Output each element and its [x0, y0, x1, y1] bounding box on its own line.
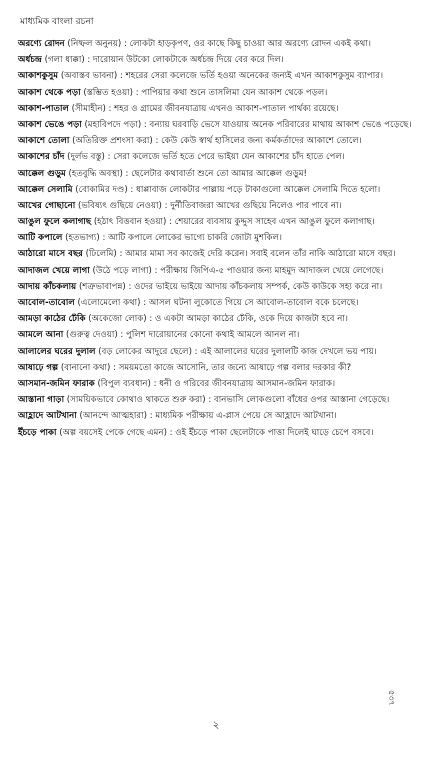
separator-colon: : — [191, 346, 201, 357]
idiom-term: আহ্লাদে আটখানা — [18, 411, 77, 422]
idiom-entry — [18, 265, 414, 278]
separator-colon: : — [146, 314, 155, 325]
separator-colon: : — [166, 427, 176, 438]
idiom-entry — [18, 410, 414, 423]
idiom-example: শেয়ারের ব্যবসায় কুদ্দুস সাহেব এখন আঙুল ফুলে কলাগাছ। — [174, 217, 375, 228]
idiom-entry — [18, 54, 414, 67]
idiom-example: ওদের ভাইয়ে ভাইয়ে আদায় কাঁচকলায় সম্পর্ক, কেউ কাউকে সহ্য করে না। — [134, 281, 383, 292]
idiom-meaning: (বানানো কথা) — [60, 362, 111, 373]
idiom-meaning: (উঠে পড়ে লাগা) — [92, 265, 152, 276]
separator-colon: : — [84, 55, 94, 66]
idiom-term: আদায় কাঁচকলায় — [18, 281, 77, 292]
separator-colon: : — [117, 71, 126, 82]
idiom-term: আকাশ-পাতাল — [18, 103, 69, 114]
idiom-meaning: (এলোমেলো কথা) — [77, 298, 141, 308]
idiom-example: আমার মামা সব কাজেই দেরি করেন। সবাই বলেন তাঁর নাকি আঠারো মাসে বছর। — [125, 249, 396, 260]
separator-colon: : — [110, 362, 119, 373]
idiom-example: পরীক্ষায় জিপিএ-৫ পাওয়ার জন্য মাহমুদ আদাজল খেয়ে লেগেছে। — [160, 265, 384, 276]
idiom-example: দুর্নীতিবাজরা আখের গুছিয়ে নিলেও পার পাবে না। — [170, 200, 342, 211]
separator-colon: : — [166, 217, 175, 228]
separator-colon: : — [122, 168, 132, 179]
idiom-example: পুলিশ দারোয়ানের কোনো কথাই আমলে আনল না। — [126, 330, 300, 341]
idiom-term: অর্ধচন্দ্র — [18, 55, 42, 66]
idiom-example: বন্যায় ঘরবাড়ি ভেসে যাওয়ায় অনেক পরিবারের মাথায় আকাশ ভেঙে পড়েছে। — [149, 119, 412, 130]
idiom-meaning: (বোকামির দণ্ড) — [75, 184, 128, 195]
idiom-entry — [18, 119, 414, 132]
separator-colon: : — [140, 298, 149, 308]
idiom-example: আটি কপালে লোকের ভাগ্যে চাকরি জোটা মুশকিল। — [108, 233, 282, 244]
idiom-entry — [18, 103, 414, 116]
idiom-entry — [18, 313, 414, 326]
separator-colon: : — [141, 119, 150, 130]
separator-colon: : — [121, 39, 130, 49]
idiom-term: অরণ্যে রোদন — [18, 39, 65, 49]
idiom-term: আমড়া কাঠের ঢেঁকি — [18, 314, 86, 325]
idiom-entry — [18, 232, 414, 245]
idiom-entry — [18, 87, 414, 100]
idiom-example: বানভাসি লোকগুলো বাঁধের ওপর আস্তানা গেড়েছে। — [213, 395, 390, 406]
margin-code: ৫৩৭ — [387, 690, 396, 706]
idiom-example: দারোয়ান উটকো লোকটাকে অর্ধচন্দ্র দিয়ে বের করে দিল। — [93, 55, 284, 66]
idiom-example: এই আলালের ঘরের দুলালটি কাজ দেখলে ভয় পায়। — [200, 346, 377, 357]
idiom-term: আকাশ ভেঙে পড়া — [18, 119, 82, 130]
idiom-entry — [18, 281, 414, 294]
idiom-entry — [18, 329, 414, 342]
idiom-term: আমলে আনা — [18, 330, 64, 341]
idiom-list — [18, 38, 414, 443]
idiom-example: মাধ্যমিক পরীক্ষায় এ-প্লাস পেয়ে সে আহ্লাদে আটখানা। — [155, 411, 337, 422]
separator-colon: : — [99, 233, 109, 244]
idiom-meaning: (বিপুল ব্যবধান) — [97, 378, 151, 389]
idiom-entry — [18, 216, 414, 229]
idiom-term: ইঁচড়ে পাকা — [18, 427, 57, 438]
separator-colon: : — [105, 103, 115, 114]
idiom-example: ও একটা আমড়া কাঠের ঢেঁকি, ওকে দিয়ে কাজটা হবে না। — [154, 314, 348, 325]
separator-colon: : — [125, 281, 135, 292]
idiom-example: ওই ইঁচড়ে পাকা ছেলেটাকে পাত্তা দিলেই ঘাড়ে চেপে বসবে। — [175, 427, 374, 438]
idiom-example: কেউ কেউ স্বার্থ হাসিলের জন্য কর্মকর্তাদের আকাশে তোলে। — [161, 136, 362, 147]
idiom-example: ধাপ্পাবাজ লোকটার পাল্লায় পড়ে টাকাগুলো আক্কেল সেলামি দিতে হলো। — [136, 184, 381, 195]
separator-colon: : — [205, 395, 214, 406]
idiom-term: আটি কপালে — [18, 233, 63, 244]
idiom-example: সময়মতো কাজে আসোনি, তার জন্যে আষাঢ়ে গল্প বলার দরকার কী? — [118, 362, 352, 373]
idiom-example: পাপিয়ার কথা শুনে তাসলিমা যেন আকাশ থেকে পড়ল। — [141, 87, 328, 98]
idiom-entry — [18, 38, 414, 51]
separator-colon: : — [151, 265, 161, 276]
idiom-entry — [18, 151, 414, 164]
idiom-meaning: (সাময়িকভাবে কোথাও থাকতে শুরু করা) — [66, 395, 206, 406]
idiom-term: আবোল-তাবোল — [18, 298, 75, 308]
separator-colon: : — [147, 411, 156, 422]
separator-colon: : — [104, 152, 114, 163]
idiom-term: আষাঢ়ে গল্প — [18, 362, 59, 373]
idiom-example: সেরা কলেজে ভর্তি হতে পেরে ভাইয়া যেন আকাশের চাঁদ হাতে পেল। — [113, 152, 345, 163]
idiom-entry — [18, 427, 414, 440]
idiom-meaning: (শত্রুভাবাপন্ন) — [78, 281, 126, 292]
idiom-entry — [18, 168, 414, 181]
idiom-term: আক্কেল সেলামি — [18, 184, 73, 195]
idiom-entry — [18, 346, 414, 359]
idiom-meaning: (দুর্লভ বস্তু) — [67, 152, 105, 163]
idiom-term: আদাজল খেয়ে লাগা — [18, 265, 90, 276]
idiom-entry — [18, 248, 414, 261]
idiom-meaning: (ভবিষ্যৎ গুছিয়ে নেওয়া) — [77, 200, 162, 211]
idiom-meaning: (নিষ্ফল অনুনয়) — [67, 39, 122, 49]
separator-colon: : — [161, 200, 171, 211]
idiom-meaning: (ঢিলেমি) — [85, 249, 117, 260]
idiom-term: আকাশ থেকে পড়া — [18, 87, 81, 98]
idiom-meaning: (অকেজো লোক) — [88, 314, 147, 325]
idiom-entry — [18, 200, 414, 213]
idiom-meaning: (গুরুত্ব দেওয়া) — [66, 330, 118, 341]
separator-colon: : — [127, 184, 137, 195]
idiom-entry — [18, 135, 414, 148]
idiom-entry — [18, 297, 414, 310]
idiom-example: শহরের সেরা কলেজে ভর্তি হওয়া অনেকের জন্যই এখন আকাশকুসুম ব্যাপার। — [125, 71, 384, 82]
separator-colon: : — [116, 249, 126, 260]
idiom-meaning: (অবাস্তব ভাবনা) — [60, 71, 118, 82]
idiom-example: ধনী ও গরিবের জীবনযাত্রায় আসমান-জমিন ফারাক। — [159, 378, 336, 389]
idiom-meaning: (গলা ধাক্কা) — [44, 55, 85, 66]
idiom-meaning: (হতভাগ্য) — [65, 233, 100, 244]
idiom-example: শহর ও গ্রামের জীবনযাত্রায় এখনও আকাশ-পাতাল পার্থক্য রয়েছে। — [114, 103, 339, 114]
idiom-term: আঠারো মাসে বছর — [18, 249, 83, 260]
idiom-meaning: (হঠাৎ বিত্তবান হওয়া) — [93, 217, 167, 228]
idiom-example: আসল ঘটনা লুকোতে গিয়ে সে আবোল-তাবোল বকে চলেছে। — [148, 298, 359, 308]
separator-colon: : — [117, 330, 127, 341]
idiom-meaning: (মহাবিপদে পড়া) — [84, 119, 142, 130]
idiom-meaning: (হতবুদ্ধি অবস্থা) — [68, 168, 123, 179]
idiom-term: আখের গোছানো — [18, 200, 76, 211]
idiom-term: আকাশে তোলা — [18, 136, 70, 147]
idiom-entry — [18, 362, 414, 375]
idiom-term: আকাশের চাঁদ — [18, 152, 65, 163]
separator-colon: : — [133, 87, 142, 98]
idiom-entry — [18, 184, 414, 197]
separator-colon: : — [150, 378, 160, 389]
idiom-term: আঙুল ফুলে কলাগাছ — [18, 217, 92, 228]
idiom-meaning: (স্তম্ভিত হওয়া) — [83, 87, 134, 98]
page-number: ২ — [212, 720, 220, 731]
idiom-entry — [18, 70, 414, 83]
idiom-term: আক্কেল গুড়ুম — [18, 168, 66, 179]
running-header: মাধ্যমিক বাংলা রচনা — [20, 17, 94, 27]
idiom-meaning: (বড় লোকের আদুরে ছেলে) — [98, 346, 192, 357]
idiom-meaning: (অতিরিক্ত প্রশংসা করা) — [72, 136, 153, 147]
idiom-meaning: (অল্প বয়সেই পেকে গেছে এমন) — [59, 427, 167, 438]
idiom-term: আসমান-জমিন ফারাক — [18, 378, 95, 389]
idiom-example: লোকটা হাড়কৃপণ, ওর কাছে কিছু চাওয়া আর অরণ্যে রোদন একই কথা। — [129, 39, 371, 49]
idiom-meaning: (আনন্দে আত্মহারা) — [79, 411, 147, 422]
separator-colon: : — [152, 136, 162, 147]
idiom-term: আস্তানা গাড়া — [18, 395, 65, 406]
idiom-entry — [18, 378, 414, 391]
idiom-example: ছেলেটার কথাবার্তা শুনে তো আমার আক্কেল গুড়ুম! — [131, 168, 307, 179]
idiom-term: আকাশকুসুম — [18, 71, 59, 82]
idiom-term: আলালের ঘরের দুলাল — [18, 346, 96, 357]
idiom-entry — [18, 394, 414, 407]
idiom-meaning: (সীমাহীন) — [71, 103, 106, 114]
